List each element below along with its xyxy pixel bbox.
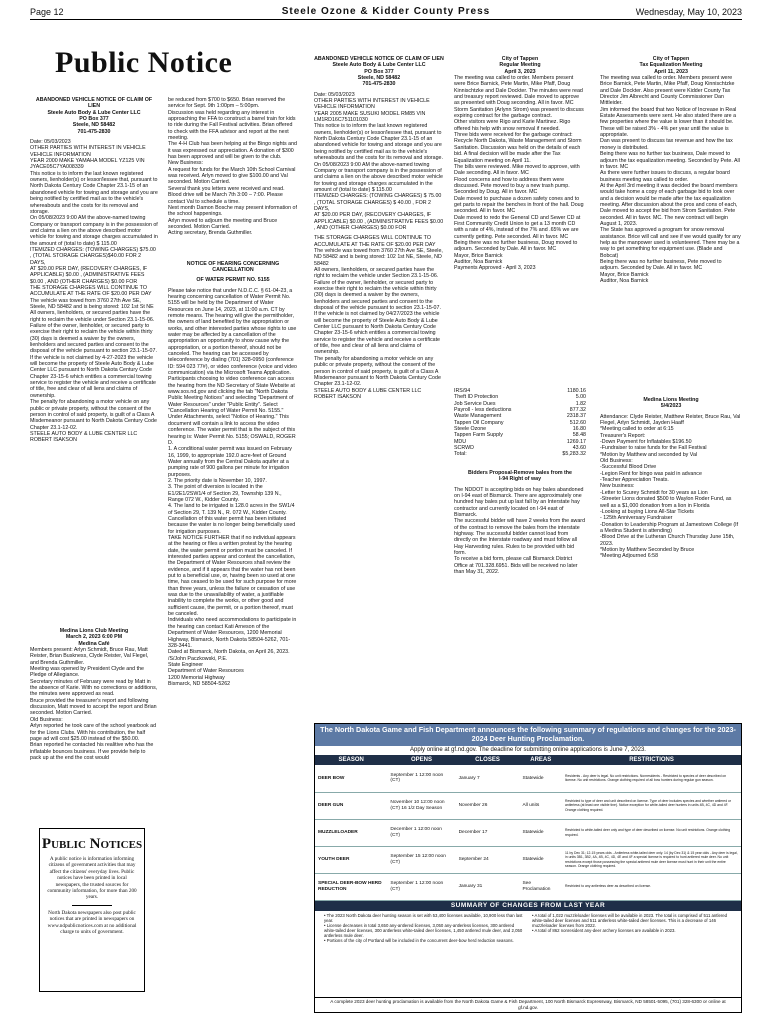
notice-paragraph: -Blood Drive at the Lutheran Church Thursday June 15th, 2023. bbox=[600, 534, 735, 547]
notice-paragraph: ITEMIZED CHARGES: (TOWING CHARGES) $ 75.00 , (TOTAL STORAGE CHARGES) $ 40.00 , FOR 2 DAYS, bbox=[314, 193, 442, 212]
notice-paragraph: Old Business: bbox=[30, 716, 63, 723]
notice-paragraph: The meeting was called to order. Members present were Brice Barnick, Pete Martin, Mike Pfaff, Doug Kinnischtzke and Dale Dockter. Also present were Kidder County Tax Director Jim Albrecht and County Commissioner Dan Mittleider. bbox=[600, 75, 735, 107]
notice-paragraph: AT $20.00 PER DAY, (RECOVERY CHARGES, IF APPLICABLE) $0.00 , (ADMINISTRATIVE FEES $0.00 , AND (OTHER CHARGES) $0.00 FOR bbox=[314, 212, 444, 231]
deer-apply-note: Apply online at gf.nd.gov. The deadline for submitting online applications is June 7, 2023. bbox=[410, 747, 646, 753]
areas-cell: See Proclamation bbox=[519, 873, 562, 900]
notice-heading: NOTICE OF HEARING CONCERNING CANCELLATION bbox=[186, 260, 280, 273]
summary-heading: SUMMARY OF CHANGES FROM LAST YEAR bbox=[315, 901, 741, 911]
public-notices-panel bbox=[39, 828, 145, 992]
notice-paragraph: The State has approved a program for snow removal assistance. Brice will call and see if we would qualify for any help as the manpower used is volunteered. There may be a way to get something for equipment use. (Blade and Bobcat) bbox=[600, 227, 741, 259]
notice-paragraph: Storm Sanitation (Arlynn Strom) was present to discuss expiring contract for the garbage contract. bbox=[454, 106, 584, 120]
notice-paragraph: Several thank you letters were received and read. bbox=[168, 185, 285, 192]
notice-paragraph: 1. A conditional water permit was issued on February 16, 1999, to appropriate 192.0 acre-feet of Ground Water annually from the Central Dakota aquifer at a pumping rate of 900 gallons per minute for irrigation purposes. bbox=[168, 446, 292, 478]
notice-paragraph: To receive a bid form, please call Bismarck District Office at 701.328.6951. Bids will be received no later than May 31, 2022. bbox=[454, 556, 578, 576]
panel-body: A public notice is information informing citizens of government activities that may affect the citizens' everyday lives. Public notices have been printed in local newspapers, the trusted sources for community information, for more than 200 years. bbox=[47, 856, 137, 901]
panel-body-2: North Dakota newspapers also post public notices that are printed in newspapers on www.ndpublicnotices.com at no additional charge to units of government. bbox=[47, 909, 137, 936]
notice-paragraph: Cancellation of this water permit has been initiated because the water is no longer being beneficially used for irrigation purposes. bbox=[168, 515, 296, 535]
opens-cell: September 1 12:00 noon (CT) bbox=[387, 873, 455, 900]
notice-paragraph: The penalty for abandoning a motor vehicle on any public or private property, without the consent of the person in control of said property, is guilt of a Class A Misdemeanor pursuant to North Dakota Century Code Chapter 23.1-12-02. bbox=[314, 355, 441, 388]
notice-heading: PO Box 377 bbox=[364, 68, 394, 75]
notice-paragraph: Mayor, Brice Barnick bbox=[600, 271, 649, 278]
ledger-amount: 1269.17 bbox=[566, 438, 586, 445]
notice-heading: ABANDONED VEHICLE NOTICE OF CLAIM OF LIEN bbox=[314, 56, 444, 62]
notice-paragraph: Arlyn reported he took care of the school yearbook ad for the Lions Clubs. With his contribution, the half page ad will cost $25.00 instead of the $50.00. bbox=[30, 723, 157, 742]
areas-cell: Statewide bbox=[519, 846, 562, 873]
notice-heading: Tax Equalization Meeting bbox=[639, 62, 703, 69]
changes-right bbox=[528, 913, 736, 944]
season-cell: SPECIAL DEER-BOW HERD REDUCTION bbox=[315, 873, 387, 900]
notice-paragraph: OTHER PARTIES WITH INTEREST IN VEHICLE bbox=[30, 145, 146, 152]
notice-paragraph: The vehicle was towed from 3760 27th Ave SE, Steele, ND 58482 and is being stored: 102 1st St NE bbox=[30, 297, 154, 310]
notice-paragraph: Being there was no further tax business, Dale moved to adjourn the tax equalization meeting. Seconded by Pete. All in favor. MC bbox=[600, 151, 740, 170]
notice-paragraph: OTHER PARTIES WITH INTEREST IN VEHICLE bbox=[314, 98, 430, 105]
notice-paragraph: Date: 05/03/2023 bbox=[314, 91, 355, 98]
notice-paragraph: Individuals who need accommodations to participate in the hearing can contact Kati Arneson of the Department of Water Resources, 1200 Memorial Highway, Bismarck, North Dakota 58504-5262, 701-328-3441. bbox=[168, 617, 297, 649]
notice-paragraph: The vehicle was towed from 3760 27th Ave SE, Steele, ND 58482 and is being stored: 102 1st NE, Steele, ND 58482 bbox=[314, 247, 443, 267]
ledger-amount: 5.00 bbox=[575, 394, 586, 401]
notice-paragraph: New business: bbox=[600, 483, 635, 490]
notice-paragraph: -Looking at buying Lions All-Star Tickets bbox=[600, 508, 694, 515]
column-lions-may bbox=[600, 397, 742, 717]
notice-heading: PO Box 377 bbox=[79, 116, 109, 123]
notice-paragraph: ROBERT ISAKSON bbox=[314, 393, 361, 400]
notice-paragraph: -Successful Blood Drive bbox=[600, 464, 657, 471]
notice-paragraph: *Motion by Matthew and seconded by Val bbox=[600, 451, 698, 458]
closes-cell: January 31 bbox=[456, 873, 520, 900]
page-number: Page 12 bbox=[30, 7, 64, 17]
closes-cell: November 26 bbox=[456, 792, 520, 819]
column-lions-march bbox=[30, 628, 158, 818]
notice-heading: 5/4/2023 bbox=[660, 403, 682, 410]
column-bidders-proposal bbox=[454, 470, 586, 715]
notice-heading: Steele Auto Body & Lube Center LLC bbox=[332, 62, 426, 69]
notice-paragraph: - 125th Anniversary Fundraiser bbox=[600, 515, 673, 522]
notice-paragraph: Flood concerns and how to address them were discussed. Pete moved to buy a new trash pump. Seconded by Doug. All in favor. MC bbox=[454, 176, 570, 196]
notice-paragraph: YEAR 2000 MAKE YAMAHA MODEL YZ125 VIN JYACE05C7YA008339 bbox=[30, 158, 145, 171]
notice-paragraph: THE STORAGE CHARGES WILL CONTINUE TO ACCUMULATE AT THE RATE OF $20.00 PER DAY bbox=[30, 284, 152, 298]
notice-paragraph: The successful bidder will have 2 weeks from the award of the contract to remove the bales from the interstate highway. The successful bidder cannot load from directly on the Interstate roadway and must follow all Hay Harvesting rules. Rules to be provided with bid form. bbox=[454, 518, 586, 557]
issue-date: Wednesday, May 10, 2023 bbox=[635, 7, 742, 17]
notice-heading: Steele, ND 58482 bbox=[72, 122, 116, 129]
table-row bbox=[315, 819, 741, 846]
ledger-row bbox=[454, 451, 586, 457]
notice-paragraph: New Business: bbox=[168, 160, 204, 167]
column-header: CLOSES bbox=[456, 755, 520, 765]
notice-paragraph: As there were further issues to discuss, a regular board business meeting was called to order. bbox=[600, 170, 730, 183]
opens-cell: September 15 12:00 noon (CT) bbox=[387, 846, 455, 873]
ledger-payee: Tappen Farm Supply bbox=[454, 432, 503, 439]
notice-paragraph: *Meeting called to order at 6:15 bbox=[600, 426, 674, 433]
season-cell: DEER BOW bbox=[315, 765, 387, 792]
notice-heading: April 3, 2023 bbox=[504, 68, 536, 75]
notice-paragraph: At the April 3rd meeting it was decided the board members would take home a copy of each garbage bid to look over and a decision would be made after the tax equalization meeting. After discussion about the pros and cons of each, Dale moved to accept the bid from Strom Sanitation. Pete seconded. All in favor. MC. The new contract will begin August 1, 2023. bbox=[600, 182, 738, 227]
deer-footer: A complete 2023 deer hunting proclamation is available from the North Dakota Game & Fish Department, 100 North Bismarck Expressway, Bismarck, ND 58501-5095, (701) 328-6300 or online at gf.nd.gov. bbox=[315, 997, 741, 1012]
notice-paragraph: -Legion Rent for bingo was paid in advance bbox=[600, 470, 702, 477]
ledger-amount: 16.80 bbox=[572, 426, 586, 433]
restrictions-cell: Restricted to type of deer and unit described on license. Type of deer includes species and whether antlered or antlerless (at least one visible tine). Notice exception for white-tailed deer hunters in units 4B, 4C, 4D and 4F. Orange clothing required. bbox=[562, 792, 741, 819]
notice-paragraph: Acting secretary, Brenda Guthmiller. bbox=[168, 230, 253, 237]
season-cell: DEER GUN bbox=[315, 792, 387, 819]
notice-paragraph: -Fundraiser to raise funds for the Fall Festival bbox=[600, 445, 707, 452]
deer-season-table bbox=[315, 755, 741, 901]
notice-paragraph: -Teacher Appreciation Treats. bbox=[600, 477, 669, 484]
notice-paragraph: STEELE AUTO BODY & LUBE CENTER LLC bbox=[314, 387, 422, 394]
ledger-payee: SCRWD bbox=[454, 445, 474, 452]
column-abandoned-vehicle-1 bbox=[30, 97, 158, 617]
change-item: • Portions of the city of Portland will be included in the concurrent deer-bow herd reduction seasons. bbox=[324, 937, 514, 943]
notice-paragraph: Dated at Bismarck, North Dakota, on April 26, 2023. bbox=[168, 649, 290, 656]
ledger-payee: IRS/94 bbox=[454, 388, 471, 394]
notice-paragraph: Dale moved to purchase a dozen safety cones and to get parts to repair the benches in front of the hall. Doug seconded. All in favor. MC bbox=[454, 195, 584, 215]
restrictions-cell: 11 by Dec 31; 12-15 years olds - Antlerless white-tailed deer only. 14 (by Dec 31) & 15 year olds - Any deer is legal, in units 3B1, 3B2, 4A, 4B, 4C, 4D, 4E and 4F a special license is required to hunt antlered mule deer. No unit restrictions except those possessing the special antlered mule deer license must hunt in their unit the entire season. Orange clothing required. bbox=[562, 846, 741, 873]
notice-paragraph: Discussion was held regarding any interest in approaching the FFA to construct a barrel train for kids to ride during the Fall Festival activities. Brian offered to check with the FFA advisor and report at the next meeting. bbox=[168, 109, 296, 142]
notice-paragraph: Dale moved to redo the General CD and Sewer CD at First Community Credit Union to get a 13 month CD with a rate of 4%, instead of the 7% and .65% we are currently getting. Pete seconded. All in favor. MC bbox=[454, 214, 581, 240]
notice-paragraph: *Motion by Matthew Seconded by Bruce bbox=[600, 546, 695, 553]
notice-paragraph: Dan was present to discuss tax revenue and how the tax money is distributed. bbox=[600, 138, 733, 151]
notice-heading: ABANDONED VEHICLE NOTICE OF CLAIM OF LIEN bbox=[35, 97, 153, 110]
notice-heading: April 11, 2023 bbox=[654, 68, 688, 75]
ledger-payee: Total: bbox=[454, 451, 467, 458]
notice-heading: City of Tappen bbox=[501, 56, 539, 62]
page-title: Public Notice bbox=[55, 46, 233, 79]
deer-proclamation-box bbox=[314, 723, 742, 1013]
ledger-payee: Job Service Dues bbox=[454, 400, 496, 407]
column-tappen-tax bbox=[600, 56, 742, 396]
notice-paragraph: Old Business: bbox=[600, 458, 633, 465]
notice-paragraph: This notice is to inform the last known registered owners, lienholder(s) or lessor/lessee that, pursuant to North Dakota Century Code Chapter 23.1-15 of an abandoned vehicle for towing and storage and you are being notified by certified mail as to the vehicle's whereabouts and the costs for its removal and storage. bbox=[30, 170, 158, 215]
notice-paragraph: All owners, lienholders, or secured parties have the right to reclaim the vehicle under Section 23.1-15-06. Failure of the owner, lienholder, or secured party to exercise their right to reclaim the vehicle within thirty (30) days is deemed a waiver by the owners, lienholders and secured parties and consent to the disposal of the vehicle pursuant to section 23.1-15-07. bbox=[30, 310, 157, 355]
ledger-amount: 1180.16 bbox=[567, 388, 586, 394]
areas-cell: All units bbox=[519, 792, 562, 819]
notice-heading: March 2, 2023 6:00 PM bbox=[65, 634, 123, 641]
newspaper-name: Steele Ozone & Kidder County Press bbox=[281, 6, 491, 17]
notice-paragraph: -Down Payment for Inflatables $196.50 bbox=[600, 439, 692, 446]
notice-heading: 701-475-2830 bbox=[362, 81, 396, 88]
column-header: OPENS bbox=[387, 755, 455, 765]
notice-paragraph: Members present: Arlyn Schmidt, Bruce Rau, Matt Reister, Brian Buskness, Clyde Reister, Val Flegel, and Brenda Guthmiller. bbox=[30, 647, 149, 666]
panel-title: Public Notices bbox=[41, 836, 143, 852]
notice-paragraph: Bruce provided the treasurer's report and following discussion, Matt moved to accept the report and Brian seconded. Motion Carried. bbox=[30, 697, 157, 717]
changes-left bbox=[320, 913, 528, 944]
notice-paragraph: The bills were reviewed. Mike moved to approve, with Dale seconding. All in favor. MC bbox=[454, 163, 580, 177]
ledger-amount: 877.32 bbox=[569, 407, 586, 414]
notice-paragraph: -Streeter Lions donated $500 to Waylon Roder Fund, as well as a $1,000 donation from a lion in Florida bbox=[600, 496, 732, 509]
change-item: • A total of 1,022 muzzleloader licenses will be available in 2023. The total is comprised of 511 antlered white-tailed deer licenses and 511 antlerless white-tailed deer licenses. This is a decrease of 146 muzzleloader licenses from 2022. bbox=[532, 912, 728, 928]
notice-heading: City of Tappen bbox=[652, 56, 690, 62]
notice-heading: Medina Lions Club Meeting bbox=[59, 628, 129, 634]
ledger-payee: Steele Ozone bbox=[454, 426, 487, 433]
notice-paragraph: Bismarck, ND 58504-5262 bbox=[168, 680, 231, 687]
notice-paragraph: Jim informed the board that two Notice of Increase in Real Estate Assessments were sent. He also stated there are a few properties where the value is lower than it should be. These will be raised 3% - 4% per year until the value is appropriate. bbox=[600, 106, 737, 139]
notice-paragraph: Auditor, Noa Barnick bbox=[600, 278, 649, 285]
notice-paragraph: Auditor, Noa Barnick bbox=[454, 259, 503, 265]
notice-paragraph: State Engineer bbox=[168, 661, 204, 668]
notice-paragraph: 4. The land to be irrigated is 128.0 acres in the SW1/4 of Section 29, T. 139 N., R. 072 W., Kidder County. bbox=[168, 503, 295, 516]
notice-paragraph: If the vehicle is not claimed by 04/27/2023 the vehicle will become the property of Steele Auto Body & Lube Center LLC pursuant to North Dakota Century Code Chapter 23-15-6 which entitles a commercial towing service to register the vehicle and receive a certificate of title, free and clear of all liens and claims of ownership. bbox=[314, 311, 441, 356]
column-water-permit bbox=[168, 97, 298, 1007]
season-cell: YOUTH DEER bbox=[315, 846, 387, 873]
notice-paragraph: This notice is to inform the last known registered owners, lienholder(s) or lessor/lessee that, pursuant to North Dakota Century Code Chapter 23.1-15 of an abandoned vehicle for towing and storage and you are being notified by certified mail as to the vehicle's whereabouts and the costs for its removal and storage. bbox=[314, 123, 443, 162]
areas-cell: Statewide bbox=[519, 819, 562, 846]
notice-paragraph: The penalty for abandoning a motor vehicle on any public or private property, without the consent of the person in control of said property, is guilt of a Class A Misdemeanor pursuant to North Dakota Century Code Chapter 23.1-12-02. bbox=[30, 399, 157, 431]
ledger-amount: 512.60 bbox=[569, 419, 586, 426]
notice-heading: OF WATER PERMIT NO. 5155 bbox=[196, 277, 270, 284]
restrictions-cell: Residents - Any deer is legal. No unit restrictions. Nonresidents - Restricted to species of deer described on license. No unit restrictions. Orange clothing required of all bow hunters during regular gun season. bbox=[562, 765, 741, 792]
deer-title: The North Dakota Game and Fish Department announces the following summary of regulations and changes for the 2023-2024 Deer Hunting Proclamation. bbox=[315, 724, 741, 746]
notice-paragraph: 2. The priority date is November 10, 1997. bbox=[168, 477, 267, 484]
notice-paragraph: -Donation to Leadership Program at Jamestown College (If a Medina Student is attending) bbox=[600, 521, 739, 534]
notice-heading: I-94 Right of way bbox=[498, 476, 542, 483]
opens-cell: November 10 12:00 noon (CT) 16 1/2 Day Season bbox=[387, 792, 455, 819]
notice-paragraph: Brian reported he contacted his realitive who has the inflatable bounces business. If we provide help to pack up at the end the cost would bbox=[30, 742, 154, 761]
notice-paragraph: TAKE NOTICE FURTHER that if no individual appears at the hearing or files a written protest by the hearing date, the water permit or portion must be canceled. If interested parties appear and contest the cancellation, the Department of Water Resources shall review the evidence, and if it appears that the water has not been put to a beneficial use, or, having been so used at one time, has ceased to be used for such purpose for more than three years, unless the failure or cessation of use was due to the unavailability of water, a justifiable inability to complete the works, or other good and sufficient cause, the permit, or a portion thereof, must be canceled. bbox=[168, 535, 297, 618]
notice-paragraph: ITEMIZED CHARGES: (TOWING CHARGES) $75.00 , (TOTAL STORAGE CHARGES)$40.00 FOR 2 DAYS, bbox=[30, 246, 156, 266]
change-item: • The 2023 North Dakota deer hunting season is set with 53,400 licenses available, 10,900 less than last year. bbox=[324, 912, 523, 923]
column-header: SEASON bbox=[315, 755, 387, 765]
notice-heading: Medina Lions Meeting bbox=[643, 397, 699, 403]
notice-paragraph: If the vehicle is not claimed by 4-27-2023 the vehicle will become the property of Steele Auto Body & Lube Center LLC pursuant to North Dakota Century Code Chapter 23-15-6 which entitles a commercial towing service to register the vehicle and receive a certificate of title, free and clear of all liens and claims of ownership. bbox=[30, 354, 157, 399]
table-row bbox=[315, 765, 741, 792]
ledger-amount: 43.60 bbox=[572, 445, 586, 452]
notice-paragraph: VEHICLE INFORMATION bbox=[314, 104, 375, 111]
page-header bbox=[30, 6, 742, 20]
notice-paragraph: Date: 05/03/2023 bbox=[30, 139, 71, 146]
ledger-payee: Waste Management bbox=[454, 413, 502, 420]
notice-paragraph: ROBERT ISAKSON bbox=[30, 437, 77, 444]
notice-paragraph: /S/John Paczkowski, P.E. bbox=[168, 655, 228, 662]
ledger-payee: MDU bbox=[454, 438, 467, 445]
notice-paragraph: YEAR 2005 MAKE SUSUKI MODEL RM85 VIN LM1RD16C751101030 bbox=[314, 110, 426, 124]
ledger-payee: Theft ID Protection bbox=[454, 394, 499, 401]
notice-paragraph: Please take notice that under N.D.C.C. § 61-04-23, a hearing concerning cancellation of Water Permit No. 5155 will be held by the Department of Water Resources on June 14, 2023, at 11:00 a.m. CT by remote means. The hearing will give the permitholder, the owners of land benefited by the appropriation or works, and other interested parties whose rights to use water may be affected by a cancellation of the appropriation an opportunity to show cause why the appropriation, or a portion thereof, should not be canceled. The hearing can be accessed by teleconference by dialing (701) 328-0950 (conference ID: 594 023 77#), or video conference (voice and video communication) via the Microsoft Teams Application. Participants choosing to video conference can access the hearing from the ND Secretary of State Website at www.sos.nd.gov and clicking the tab "North Dakota Public Meeting Notices" and selecting "Department of Water Resources" under "Public Entity". Select "Cancellation Hearing of Water Permit No. 5155." Under Attachments, select "Notice of Hearing." This document will contain a link to access the video conference. The water permit that is the subject of this hearing is: Water Permit No. 5155; OSWALD, ROGER D. bbox=[168, 287, 297, 446]
ledger-amount: $5,283.32 bbox=[562, 451, 586, 458]
change-item: • License decreases in total 3,650 any-antlered licenses, 3,050 any-antlerless licenses, 300 antlered white-tailed deer licenses, 300 antlerless white-tailed deer licenses, 1,450 antlered mule deer, and 2,050 antlerless mule deer. bbox=[324, 922, 523, 938]
ledger-payee: Payroll - less deductions bbox=[454, 407, 512, 414]
ledger-amount: 2318.37 bbox=[566, 413, 586, 420]
notice-paragraph: Treasurer's Report: bbox=[600, 432, 646, 439]
notice-heading: Regular Meeting bbox=[499, 62, 541, 69]
table-row bbox=[315, 792, 741, 819]
notice-paragraph: STEELE AUTO BODY & LUBE CENTER LLC bbox=[30, 430, 138, 437]
notice-paragraph: AT $20.00 PER DAY, (RECOVERY CHARGES, IF APPLICABLE) $0.00 , (ADMINISTRATIVE FEES $0.00 , AND (OTHER CHARGES) $0.00 FOR bbox=[30, 265, 148, 285]
closes-cell: December 17 bbox=[456, 819, 520, 846]
column-header: RESTRICTIONS bbox=[562, 755, 741, 765]
notice-paragraph: Payments Approved - April 3, 2023 bbox=[454, 265, 536, 272]
restrictions-cell: Restricted to white-tailed deer only and type of deer described on license. No unit restrictions. Orange clothing required. bbox=[562, 819, 741, 846]
payments-ledger bbox=[454, 388, 586, 460]
notice-paragraph: The NDDOT is accepting bids on hay bales abandoned on I-94 east of Bismarck. There are approximately one hundred hay bales put up last fall by an Interstate hay contractor and currently located on I-94 east of Bismarck. bbox=[454, 486, 584, 519]
notice-paragraph: On 05/08/2023 9:00 AM the above-named towing Company or transport company is in the possession of and claims a lien on the above described motor vehicle for towing and storage charges accumulated in the amount of (total to date) $ 115.00 bbox=[30, 215, 158, 247]
notice-paragraph: THE STORAGE CHARGES WILL CONTINUE TO ACCUMULATE AT THE RATE OF $20.00 PER DAY bbox=[314, 235, 436, 248]
notice-paragraph: Attendance: Clyde Reister, Matthew Reister, Bruce Rau, Val Flegel, Arlyn Schmidt, Jayden Haaff bbox=[600, 413, 741, 427]
notice-paragraph: Next month Damon Bosche may present information of the school happenings. bbox=[168, 204, 297, 218]
notice-paragraph: Mayor, Brice Barnick bbox=[454, 252, 503, 259]
notice-heading: 701-475-2830 bbox=[77, 128, 111, 135]
notice-paragraph: Being there was no further business, Doug moved to adjourn. Seconded by Dale. All in favor. MC bbox=[454, 239, 578, 253]
notice-paragraph: Three bids were received for the garbage contract: Recycle North Dakota, Waste Management and Storm Sanitation. Discussion was held on the details of each bid. A final decision will be made after the Tax Equalization meeting on April 11. bbox=[454, 132, 582, 164]
ledger-amount: 1.82 bbox=[575, 400, 586, 407]
notice-heading: Steele Auto Body & Lube Center LLC bbox=[47, 109, 141, 116]
notice-paragraph: Blood drive will be March 7th 3:00 – 7:00. Please contact Val to schedule a time. bbox=[168, 192, 283, 205]
table-row bbox=[315, 873, 741, 900]
notice-paragraph: 3. The point of diversion is located in the E1/2E1/2SW1/4 of Section 29, Township 139 N., Range 072 W., Kidder County. bbox=[168, 484, 282, 503]
change-item: • A total of 862 nonresident any-deer archery licenses are available in 2023. bbox=[532, 927, 676, 933]
notice-paragraph: VEHICLE INFORMATION bbox=[30, 151, 91, 158]
notice-paragraph: Department of Water Resources bbox=[168, 668, 244, 675]
notice-paragraph: On 05/08/2023 9:00 AM the above-named towing Company or transport company is in the possession of and claims a lien on the above described motor vehicle for towing and storage charges accumulated in the amount of (total to date) $ 115.00 bbox=[314, 161, 443, 193]
column-abandoned-vehicle-2 bbox=[314, 56, 444, 716]
notice-heading: Bidders Proposal-Remove bales from the bbox=[468, 470, 572, 476]
notice-paragraph: Meeting was opened by President Clyde and the Pledge of Allegiance. bbox=[30, 666, 144, 679]
notice-paragraph: *Meeting Adjourned 6:58 bbox=[600, 553, 659, 560]
notice-paragraph: Secretary minutes of February were read by Matt in the absence of Karie. With no corrections or additions, the minutes were approved as read. bbox=[30, 678, 158, 698]
notice-paragraph: All owners, lienholders, or secured parties have the right to reclaim the vehicle under Section 23.1-15-06. Failure of the owner, lienholder, or secured party to exercise their right to reclaim the vehicle within thirty (30) days is deemed a waiver by the owners, lienholders and secured parties and consent to the disposal of the vehicle pursuant to section 23.1-15-07. bbox=[314, 267, 441, 312]
panel-divider bbox=[72, 905, 112, 906]
closes-cell: January 7 bbox=[456, 765, 520, 792]
notice-paragraph: be reduced from $700 to $650. Brian reserved the service for Sept. 9th 1:00pm – 5:00pm. bbox=[168, 97, 286, 110]
table-row bbox=[315, 846, 741, 873]
season-cell: MUZZLELOADER bbox=[315, 819, 387, 846]
column-tappen-regular bbox=[454, 56, 586, 386]
notice-paragraph: -Letter to Scurey Schmidt for 30 years as Lion bbox=[600, 489, 708, 496]
ledger-amount: 58.48 bbox=[572, 432, 586, 439]
opens-cell: September 1 12:00 noon (CT) bbox=[387, 765, 455, 792]
areas-cell: Statewide bbox=[519, 765, 562, 792]
notice-heading: Steele, ND 58482 bbox=[357, 75, 401, 82]
notice-paragraph: 1200 Memorial Highway bbox=[168, 674, 225, 681]
opens-cell: December 1 12:00 noon (CT) bbox=[387, 819, 455, 846]
ledger-payee: Tappen Oil Company bbox=[454, 419, 504, 426]
notice-heading: Medina Café bbox=[78, 640, 110, 647]
restrictions-cell: Restricted to any antlerless deer as described on license. bbox=[562, 873, 741, 900]
closes-cell: September 24 bbox=[456, 846, 520, 873]
column-header: AREAS bbox=[519, 755, 562, 765]
notice-paragraph: The 4-H Club has been helping at the Bingo nights and it was expressed our appreciation. A donation of $300 has been approved and will be given to the club. bbox=[168, 141, 297, 161]
notice-paragraph: The meeting was called to order. Members present were Brice Barnick, Pete Martin, Mike Pfaff, Doug Kinnischtzke and Dale Dockter. The minutes were read and treasury report reviewed. Dale moved to approve as presented with Doug seconding. All in favor. MC bbox=[454, 75, 583, 107]
notice-paragraph: Other visitors were Rigo and Karie Martinez. Rigo offered his help with snow removal if needed. bbox=[454, 119, 571, 132]
notice-paragraph: A request for funds for the March 10th School Carnival was received. Arlyn moved to give $100.00 and Val seconded. Motion Carried. bbox=[168, 166, 296, 186]
summary-changes bbox=[315, 911, 741, 946]
notice-paragraph: Arlyn moved to adjourn the meeting and Bruce seconded. Motion Carried. bbox=[168, 217, 278, 230]
notice-paragraph: Being there was no further business, Pete moved to adjourn. Seconded by Dale. All in favor. MC bbox=[600, 259, 722, 272]
